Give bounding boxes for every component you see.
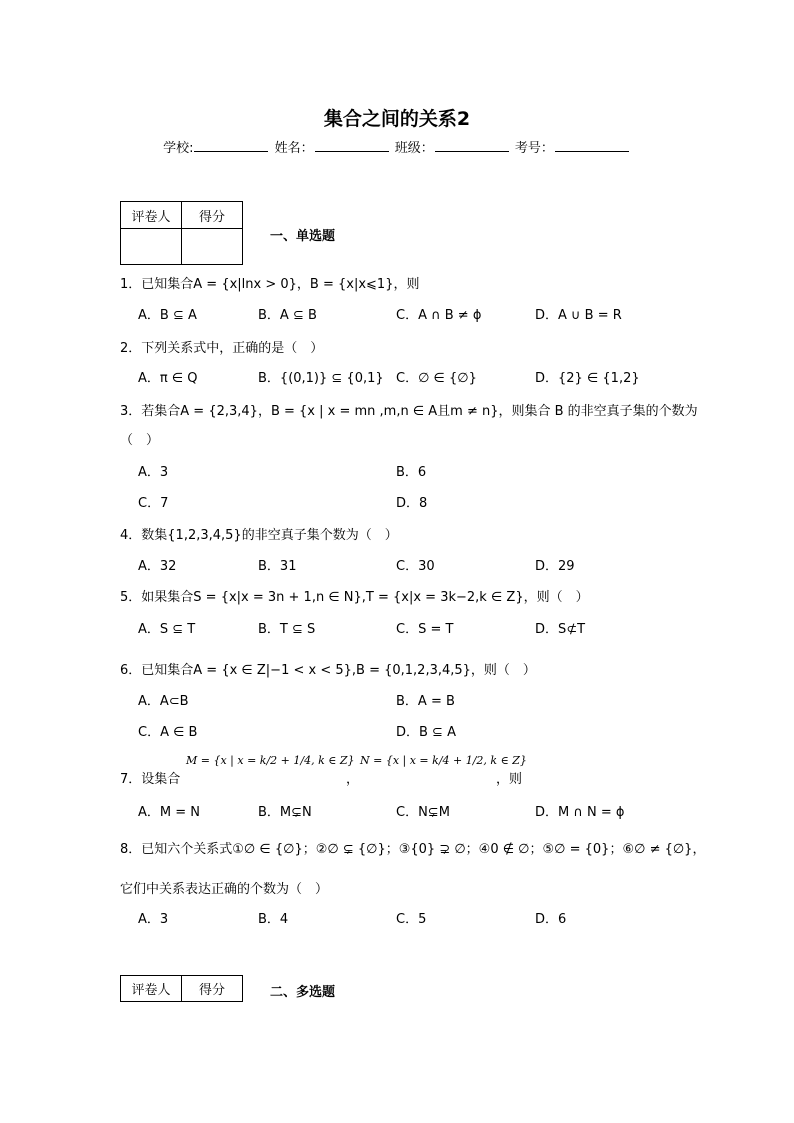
question-stem: 已知集合A = {x ∈ Z|−1 < x < 5},B = {0,1,2,3,4,5}，则（ ）: [141, 663, 536, 678]
comma: ，: [346, 772, 360, 787]
option-c[interactable]: C．S = T: [396, 622, 454, 637]
question-stem: 已知集合A = {x|lnx > 0}，B = {x|x⩽1}，则: [141, 277, 420, 292]
option-d[interactable]: D．29: [535, 559, 575, 574]
class-blank[interactable]: [435, 139, 509, 152]
question-3: [120, 400, 698, 419]
option-a[interactable]: A．3: [138, 912, 169, 927]
name-label: 姓名：: [274, 141, 314, 156]
question-stem: 如果集合S = {x|x = 3n + 1,n ∈ N},T = {x|x = 3k−2,k ∈ Z}，则（ ）: [141, 590, 589, 605]
option-a[interactable]: A．B ⊆ A: [138, 308, 197, 323]
option-d[interactable]: D．6: [535, 912, 567, 927]
question-stem: 设集合: [141, 772, 181, 787]
score-header: 得分: [182, 202, 243, 229]
school-blank[interactable]: [194, 139, 268, 152]
question-4: [120, 524, 398, 543]
option-b[interactable]: B．A = B: [396, 694, 455, 709]
question-stem: 若集合A = {2,3,4}，B = {x | x = mn ,m,n ∈ A且m ≠ n}，则集合 B 的非空真子集的个数为: [141, 404, 698, 419]
question-number: 3．: [120, 404, 142, 419]
question-number: 1．: [120, 277, 142, 292]
question-6: [120, 659, 536, 678]
question-stem: 数集{1,2,3,4,5}的非空真子集个数为（ ）: [141, 528, 398, 543]
option-c[interactable]: C．N⊊M: [396, 805, 450, 820]
grader-table-2: [120, 975, 243, 1002]
name-blank[interactable]: [315, 139, 389, 152]
grader-table-1: [120, 201, 243, 265]
option-a[interactable]: A．M = N: [138, 805, 200, 820]
option-c[interactable]: C．7: [138, 496, 169, 511]
question-5: [120, 586, 589, 605]
score-header: 得分: [182, 976, 243, 1002]
option-b[interactable]: B．A ⊆ B: [258, 308, 317, 323]
option-b[interactable]: B．4: [258, 912, 289, 927]
grader-header: 评卷人: [121, 976, 182, 1002]
question-7: [120, 768, 180, 787]
id-label: 考号：: [514, 141, 554, 156]
question-1: [120, 273, 419, 292]
section-heading: 二、多选题: [270, 985, 336, 1000]
set-n-formula: N = {x | x = k/4 + 1/2, k ∈ Z}: [360, 754, 527, 767]
question-stem-cont: 它们中关系表达正确的个数为（ ）: [120, 882, 329, 897]
question-8: [120, 838, 705, 857]
option-d[interactable]: D．{2} ∈ {1,2}: [535, 371, 640, 386]
option-c[interactable]: C．A ∩ B ≠ ϕ: [396, 308, 482, 323]
option-c[interactable]: C．A ∈ B: [138, 725, 198, 740]
option-b[interactable]: B．T ⊆ S: [258, 622, 316, 637]
score-cell[interactable]: [182, 229, 243, 265]
option-d[interactable]: D．S⊄T: [535, 622, 586, 637]
question-number: 2．: [120, 341, 142, 356]
school-label: 学校:: [163, 141, 194, 156]
question-stem-end: ，则: [496, 772, 523, 787]
option-a[interactable]: A．A⊂B: [138, 694, 189, 709]
option-d[interactable]: D．8: [396, 496, 428, 511]
question-stem-cont: （ ）: [120, 433, 160, 448]
question-number: 6．: [120, 663, 142, 678]
option-b[interactable]: B．{(0,1)} ⊆ {0,1}: [258, 371, 384, 386]
option-c[interactable]: C．∅ ∈ {∅}: [396, 371, 477, 386]
option-b[interactable]: B．6: [396, 465, 427, 480]
option-a[interactable]: A．S ⊆ T: [138, 622, 196, 637]
question-stem: 下列关系式中，正确的是（ ）: [141, 341, 324, 356]
question-number: 7．: [120, 772, 142, 787]
section-heading: 一、单选题: [270, 229, 336, 244]
option-a[interactable]: A．π ∈ Q: [138, 371, 198, 386]
option-a[interactable]: A．3: [138, 465, 169, 480]
set-m-formula: M = {x | x = k/2 + 1/4, k ∈ Z}: [186, 754, 355, 767]
option-d[interactable]: D．B ⊆ A: [396, 725, 456, 740]
question-stem: 已知六个关系式①∅ ∈ {∅}；②∅ ⊊ {∅}；③{0} ⊋ ∅；④0 ∉ ∅；⑤∅ = {0}；⑥∅ ≠ {∅}，: [141, 842, 706, 857]
option-a[interactable]: A．32: [138, 559, 177, 574]
grader-cell[interactable]: [121, 229, 182, 265]
option-b[interactable]: B．31: [258, 559, 297, 574]
option-b[interactable]: B．M⊊N: [258, 805, 312, 820]
option-d[interactable]: D．A ∪ B = R: [535, 308, 622, 323]
class-label: 班级：: [394, 141, 434, 156]
student-info-line: [0, 137, 794, 156]
option-d[interactable]: D．M ∩ N = ϕ: [535, 805, 625, 820]
id-blank[interactable]: [555, 139, 629, 152]
option-c[interactable]: C．5: [396, 912, 427, 927]
question-number: 4．: [120, 528, 142, 543]
option-c[interactable]: C．30: [396, 559, 435, 574]
grader-header: 评卷人: [121, 202, 182, 229]
page-title: 集合之间的关系2: [323, 108, 471, 130]
question-2: [120, 337, 323, 356]
question-number: 8．: [120, 842, 142, 857]
question-number: 5．: [120, 590, 142, 605]
